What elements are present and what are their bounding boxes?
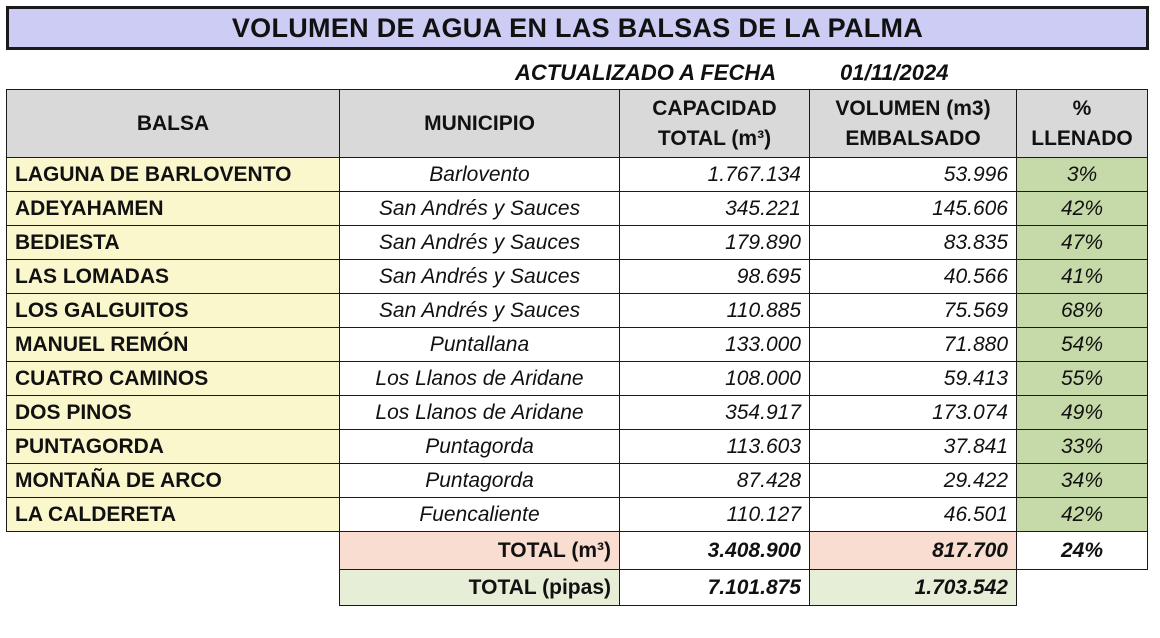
balsa-name: MONTAÑA DE ARCO xyxy=(7,464,340,498)
llenado: 49% xyxy=(1017,396,1148,430)
capacidad: 108.000 xyxy=(620,362,810,396)
balsa-name: ADEYAHAMEN xyxy=(7,192,340,226)
llenado: 42% xyxy=(1017,498,1148,532)
table-row xyxy=(7,430,1148,464)
total-m3-volumen: 817.700 xyxy=(810,532,1017,570)
volumen: 71.880 xyxy=(810,328,1017,362)
capacidad: 179.890 xyxy=(620,226,810,260)
balsa-name: PUNTAGORDA xyxy=(7,430,340,464)
volumen: 29.422 xyxy=(810,464,1017,498)
municipio: Puntallana xyxy=(340,328,620,362)
table-row xyxy=(7,464,1148,498)
header-balsa: BALSA xyxy=(7,90,340,158)
llenado: 3% xyxy=(1017,158,1148,192)
capacidad: 110.127 xyxy=(620,498,810,532)
municipio: Puntagorda xyxy=(340,464,620,498)
llenado: 41% xyxy=(1017,260,1148,294)
table-row xyxy=(7,260,1148,294)
header-llenado: % LLENADO xyxy=(1017,90,1148,158)
llenado: 42% xyxy=(1017,192,1148,226)
total-pipas-row xyxy=(7,570,1148,606)
page-title: VOLUMEN DE AGUA EN LAS BALSAS DE LA PALMA xyxy=(6,6,1149,50)
table-row xyxy=(7,328,1148,362)
municipio: Los Llanos de Aridane xyxy=(340,362,620,396)
capacidad: 354.917 xyxy=(620,396,810,430)
total-pipas-capacidad: 7.101.875 xyxy=(620,570,810,606)
balsa-name: MANUEL REMÓN xyxy=(7,328,340,362)
balsa-name: LAS LOMADAS xyxy=(7,260,340,294)
update-date-value: 01/11/2024 xyxy=(840,60,949,85)
municipio: San Andrés y Sauces xyxy=(340,260,620,294)
municipio: Barlovento xyxy=(340,158,620,192)
volumen: 53.996 xyxy=(810,158,1017,192)
volumen: 59.413 xyxy=(810,362,1017,396)
volumen: 145.606 xyxy=(810,192,1017,226)
total-pipas-label: TOTAL (pipas) xyxy=(340,570,620,606)
capacidad: 87.428 xyxy=(620,464,810,498)
volumen: 173.074 xyxy=(810,396,1017,430)
balsa-name: CUATRO CAMINOS xyxy=(7,362,340,396)
municipio: Los Llanos de Aridane xyxy=(340,396,620,430)
table-row xyxy=(7,396,1148,430)
total-pipas-volumen: 1.703.542 xyxy=(810,570,1017,606)
total-m3-label: TOTAL (m³) xyxy=(340,532,620,570)
balsa-name: DOS PINOS xyxy=(7,396,340,430)
volumen: 40.566 xyxy=(810,260,1017,294)
volumen: 37.841 xyxy=(810,430,1017,464)
table-row xyxy=(7,498,1148,532)
total-m3-capacidad: 3.408.900 xyxy=(620,532,810,570)
capacidad: 1.767.134 xyxy=(620,158,810,192)
capacidad: 113.603 xyxy=(620,430,810,464)
table-row xyxy=(7,158,1148,192)
llenado: 55% xyxy=(1017,362,1148,396)
llenado: 54% xyxy=(1017,328,1148,362)
capacidad: 110.885 xyxy=(620,294,810,328)
reservoir-table xyxy=(6,89,1148,606)
volumen: 46.501 xyxy=(810,498,1017,532)
municipio: Puntagorda xyxy=(340,430,620,464)
municipio: San Andrés y Sauces xyxy=(340,192,620,226)
llenado: 47% xyxy=(1017,226,1148,260)
balsa-name: LOS GALGUITOS xyxy=(7,294,340,328)
llenado: 34% xyxy=(1017,464,1148,498)
volumen: 75.569 xyxy=(810,294,1017,328)
update-date-row xyxy=(0,58,1160,88)
update-date-label: ACTUALIZADO A FECHA xyxy=(515,60,777,85)
municipio: Fuencaliente xyxy=(340,498,620,532)
header-volumen: VOLUMEN (m3) EMBALSADO xyxy=(810,90,1017,158)
balsa-name: BEDIESTA xyxy=(7,226,340,260)
municipio: San Andrés y Sauces xyxy=(340,294,620,328)
municipio: San Andrés y Sauces xyxy=(340,226,620,260)
balsa-name: LA CALDERETA xyxy=(7,498,340,532)
table-row xyxy=(7,192,1148,226)
header-capacidad: CAPACIDAD TOTAL (m³) xyxy=(620,90,810,158)
capacidad: 98.695 xyxy=(620,260,810,294)
table-row xyxy=(7,226,1148,260)
capacidad: 133.000 xyxy=(620,328,810,362)
total-m3-llenado: 24% xyxy=(1017,532,1148,570)
volumen: 83.835 xyxy=(810,226,1017,260)
capacidad: 345.221 xyxy=(620,192,810,226)
table-row xyxy=(7,362,1148,396)
llenado: 33% xyxy=(1017,430,1148,464)
total-m3-row xyxy=(7,532,1148,570)
header-municipio: MUNICIPIO xyxy=(340,90,620,158)
balsa-name: LAGUNA DE BARLOVENTO xyxy=(7,158,340,192)
table-row xyxy=(7,294,1148,328)
llenado: 68% xyxy=(1017,294,1148,328)
